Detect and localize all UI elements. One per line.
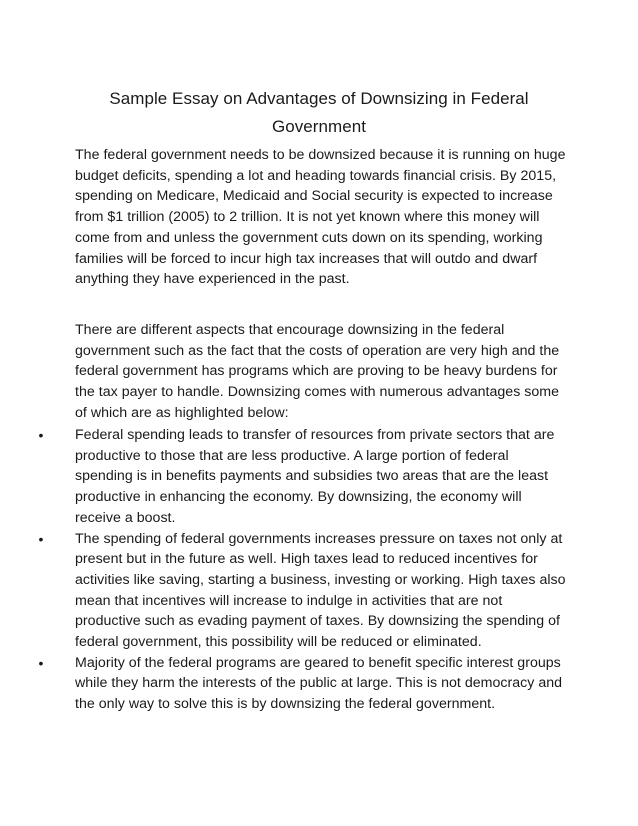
list-item-text: Federal spending leads to transfer of resources from private sectors that are productive to those that are less productive. A large portion of federal spending is in benefits payments and subsidies two areas that are the least productive in enhancing the economy. By downsizing, the economy will receive a boost. [75, 427, 555, 526]
essay-title: Sample Essay on Advantages of Downsizing in Federal Government [109, 89, 529, 137]
bullet-icon: • [38, 654, 44, 671]
list-item-text: The spending of federal governments increases pressure on taxes not only at present but in the future as well. High taxes lead to reduced incentives for activities like saving, starting a business, investing or working. High taxes also mean that incentives will increase to indulge in activities that are not productive such as evading payment of taxes. By downsizing the spending of federal government, this possibility will be reduced or eliminated. [75, 530, 566, 651]
list-item [38, 529, 567, 653]
list-item-text: Majority of the federal programs are geared to benefit specific interest groups while they harm the interests of the public at large. This is not democracy and the only way to solve this is by downsizing the federal government. [75, 654, 563, 713]
list-item [38, 653, 567, 715]
bullet-icon: • [38, 427, 44, 443]
list-item [38, 425, 567, 529]
advantages-list [38, 425, 567, 715]
paragraph-intro: The federal government needs to be downsized because it is running on huge budget deficits, spending a lot and heading towards financial crisis. By 2015, spending on Medicare, Medicaid and Social security is expected to increase from $1 trillion (2005) to 2 trillion. It is not yet known where this money will come from and unless the government cuts down on its spending, working families will be forced to incur high tax increases that will outdo and dwarf anything they have experienced in the past. [75, 147, 566, 288]
paragraph-aspects: There are different aspects that encourage downsizing in the federal government such as the fact that the costs of operation are very high and the federal government has programs which are proving to be heavy burdens for the tax payer to handle. Downsizing comes with numerous advantages some of which are as highlighted below: [75, 322, 560, 421]
bullet-icon: • [38, 530, 44, 547]
